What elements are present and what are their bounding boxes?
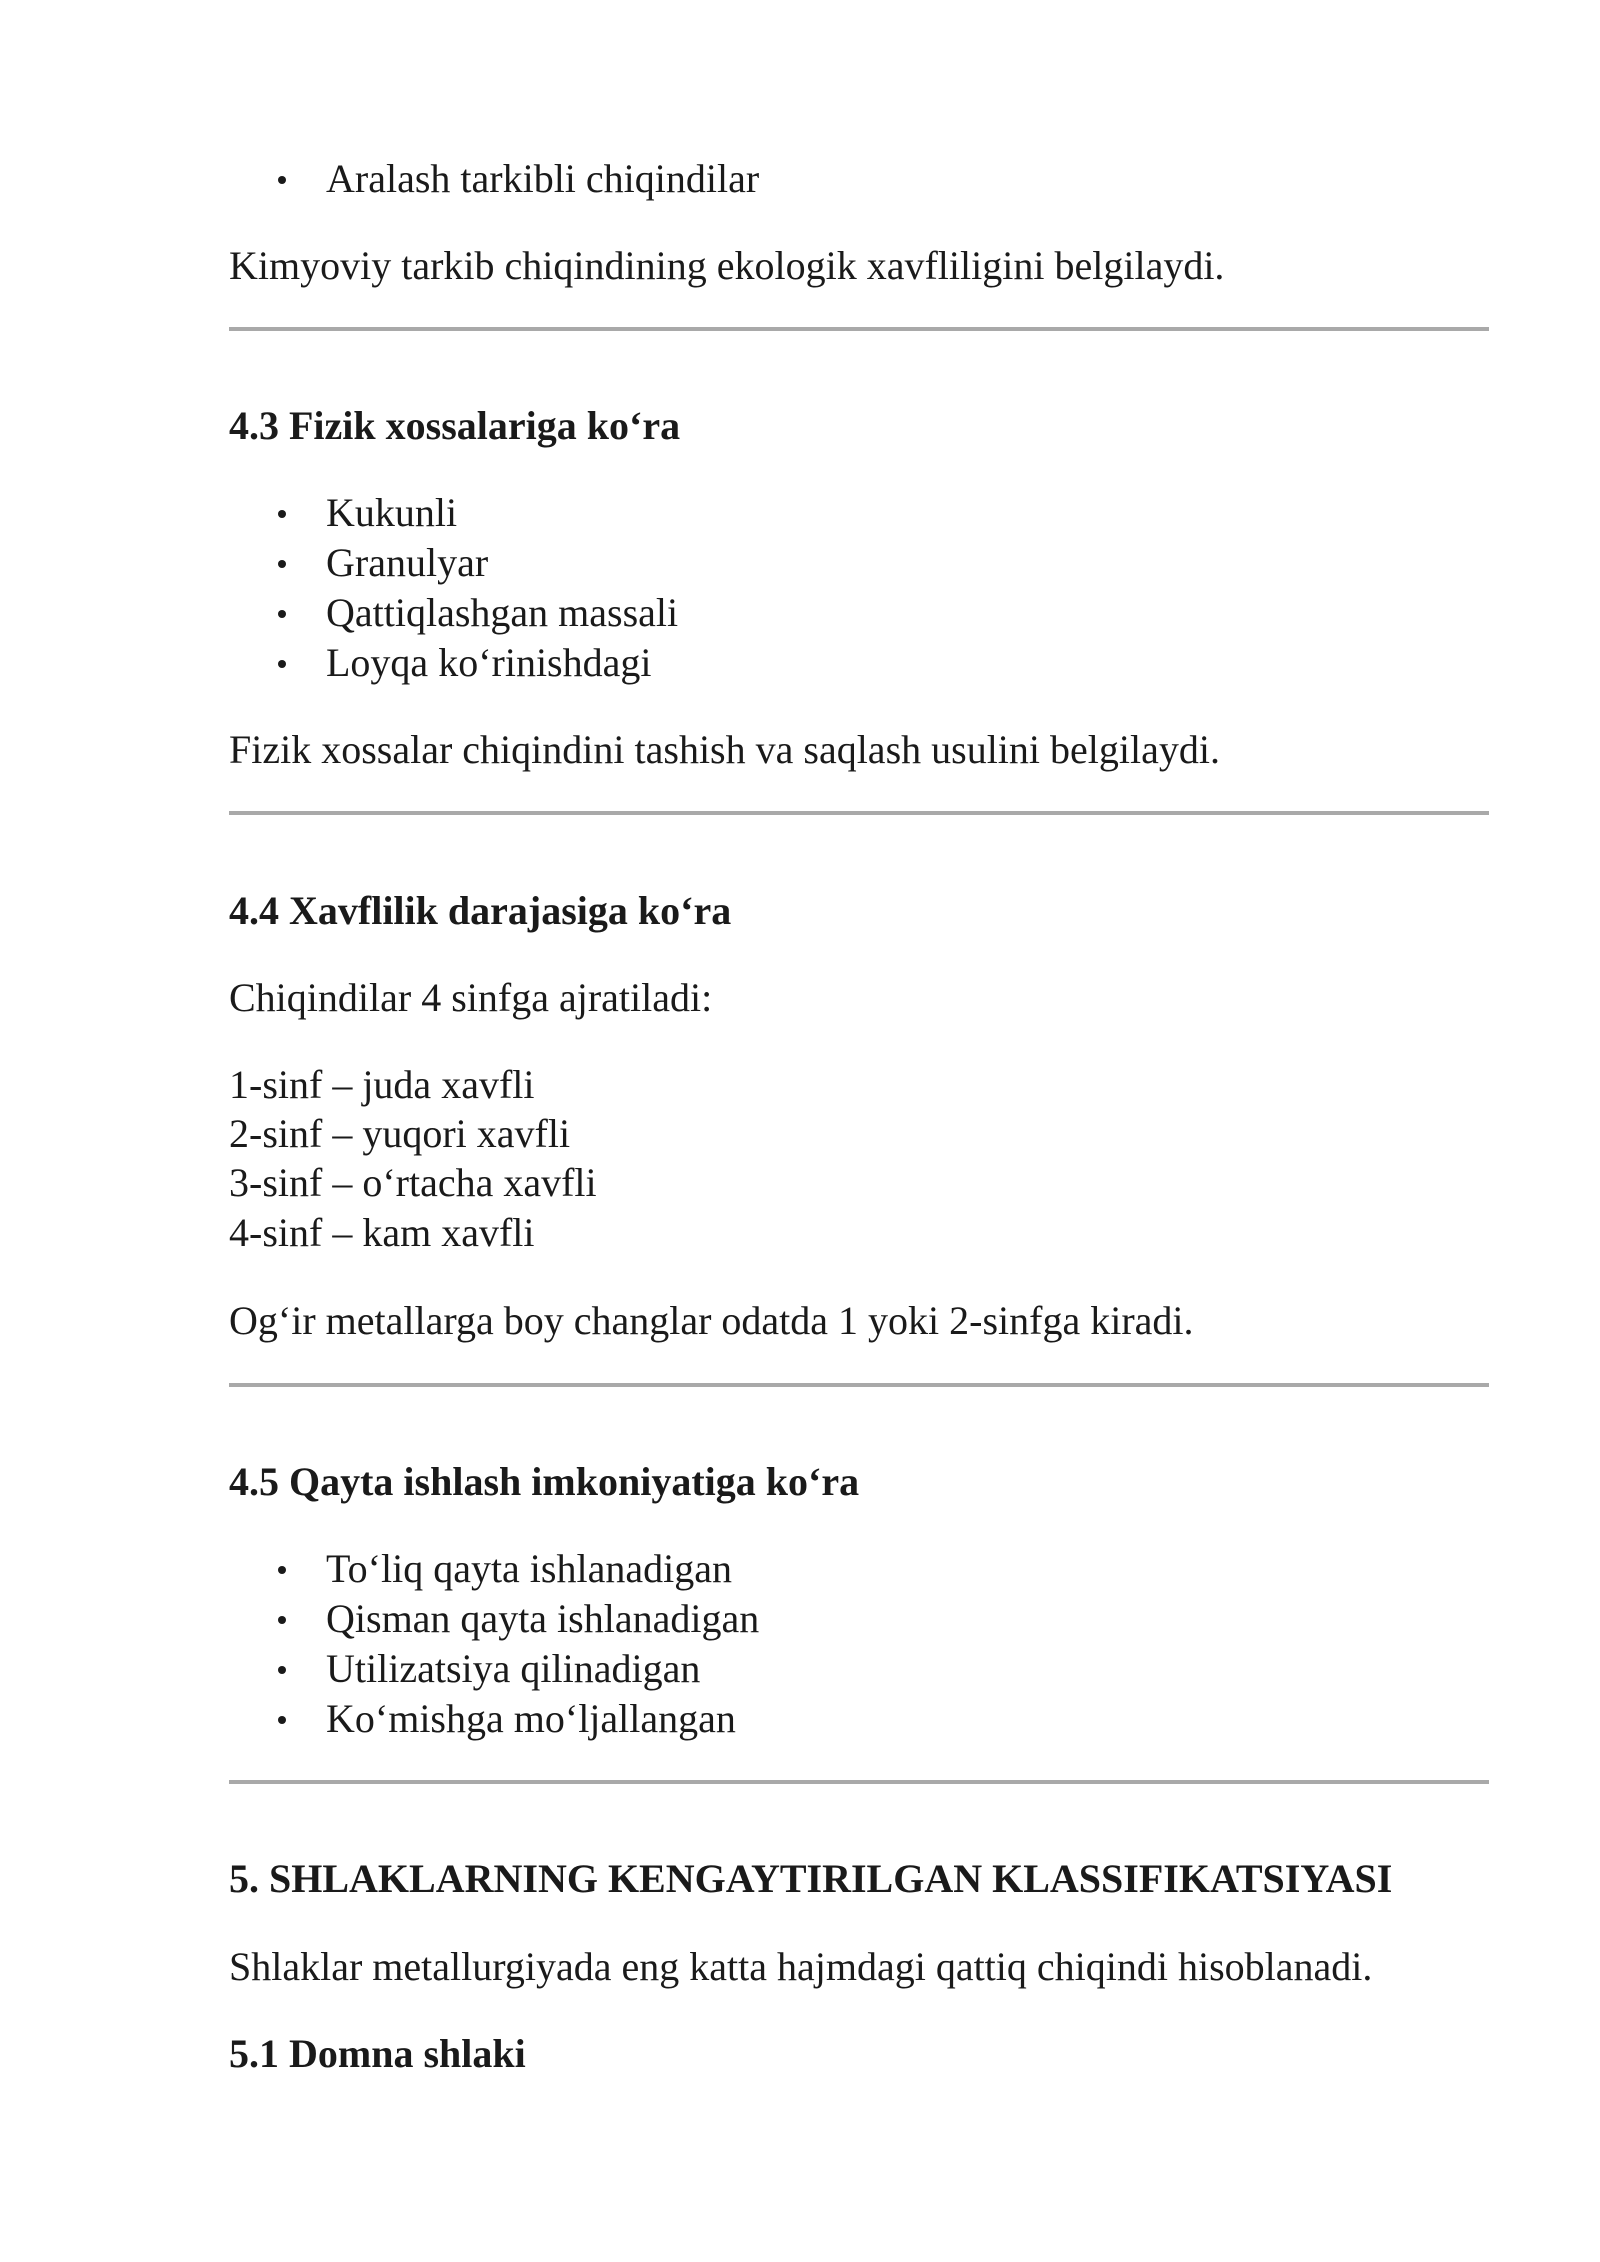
paragraph: Shlaklar metallurgiyada eng katta hajmdagi qattiq chiqindi hisoblanadi.: [229, 1944, 1373, 1989]
list-item: Aralash tarkibli chiqindilar: [278, 154, 759, 204]
class-line: 4-sinf – kam xavfli: [229, 1210, 535, 1255]
paragraph: Fizik xossalar chiqindini tashish va saqlash usulini belgilaydi.: [229, 727, 1220, 772]
section-heading: 4.4 Xavflilik darajasiga ko‘ra: [229, 888, 732, 933]
list-item: Qisman qayta ishlanadigan: [278, 1594, 759, 1644]
paragraph: Og‘ir metallarga boy changlar odatda 1 yoki 2-sinfga kiradi.: [229, 1298, 1194, 1343]
list-item: Kukunli: [278, 488, 457, 538]
section-heading: 4.3 Fizik xossalariga ko‘ra: [229, 403, 681, 448]
list-item: Utilizatsiya qilinadigan: [278, 1644, 700, 1694]
horizontal-rule: [229, 811, 1489, 815]
paragraph: Chiqindilar 4 sinfga ajratiladi:: [229, 975, 713, 1020]
subsection-heading: 5.1 Domna shlaki: [229, 2031, 526, 2076]
class-line: 2-sinf – yuqori xavfli: [229, 1111, 571, 1156]
list-item: Qattiqlashgan massali: [278, 588, 678, 638]
list-item: Loyqa ko‘rinishdagi: [278, 638, 652, 688]
section-heading: 4.5 Qayta ishlash imkoniyatiga ko‘ra: [229, 1459, 860, 1504]
list-item: Granulyar: [278, 538, 488, 588]
horizontal-rule: [229, 327, 1489, 331]
class-line: 1-sinf – juda xavfli: [229, 1062, 535, 1107]
horizontal-rule: [229, 1383, 1489, 1387]
section-heading: 5. SHLAKLARNING KENGAYTIRILGAN KLASSIFIKATSIYASI: [229, 1856, 1393, 1901]
list-item: To‘liq qayta ishlanadigan: [278, 1544, 732, 1594]
horizontal-rule: [229, 1780, 1489, 1784]
class-line: 3-sinf – o‘rtacha xavfli: [229, 1160, 597, 1205]
paragraph: Kimyoviy tarkib chiqindining ekologik xavfliligini belgilaydi.: [229, 243, 1225, 288]
list-item: Ko‘mishga mo‘ljallangan: [278, 1694, 736, 1744]
